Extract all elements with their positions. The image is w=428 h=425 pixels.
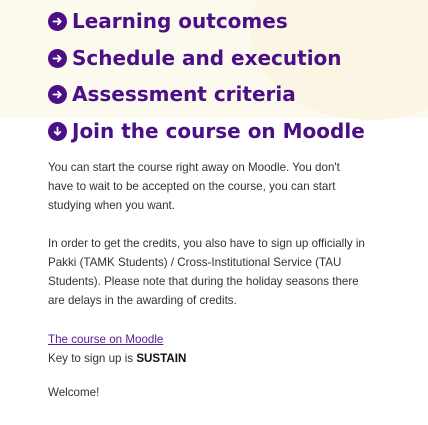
moodle-course-link[interactable]: The course on Moodle — [48, 333, 164, 346]
accordion-schedule-and-execution[interactable] — [48, 46, 342, 70]
credits-paragraph: In order to get the credits, you also have to sign up officially in Pakki (TAMK Students) / Cross-Institutional Service (TAU Students). Please note that during the holiday seasons there are delays in the awarding of credits. — [48, 237, 365, 307]
accordion-join-course-on-moodle[interactable] — [48, 119, 365, 143]
arrow-right-circle-icon — [48, 49, 67, 68]
sign-up-key-value: SUSTAIN — [136, 352, 187, 365]
sign-up-key — [48, 349, 186, 368]
accordion-learning-outcomes[interactable] — [48, 9, 288, 33]
arrow-right-circle-icon — [48, 12, 67, 31]
accordion-label: Schedule and execution — [72, 46, 342, 70]
accordion-label: Assessment criteria — [72, 82, 296, 106]
welcome-text: Welcome! — [48, 386, 100, 399]
arrow-right-circle-icon — [48, 85, 67, 104]
accordion-label: Learning outcomes — [72, 9, 288, 33]
sign-up-key-label: Key to sign up is — [48, 352, 134, 365]
accordion-assessment-criteria[interactable] — [48, 82, 296, 106]
accordion-label: Join the course on Moodle — [72, 119, 365, 143]
intro-paragraph: You can start the course right away on Moodle. You don't have to wait to be accepted on the course, you can start studying when you want. — [48, 161, 340, 212]
arrow-down-circle-icon — [48, 122, 67, 141]
